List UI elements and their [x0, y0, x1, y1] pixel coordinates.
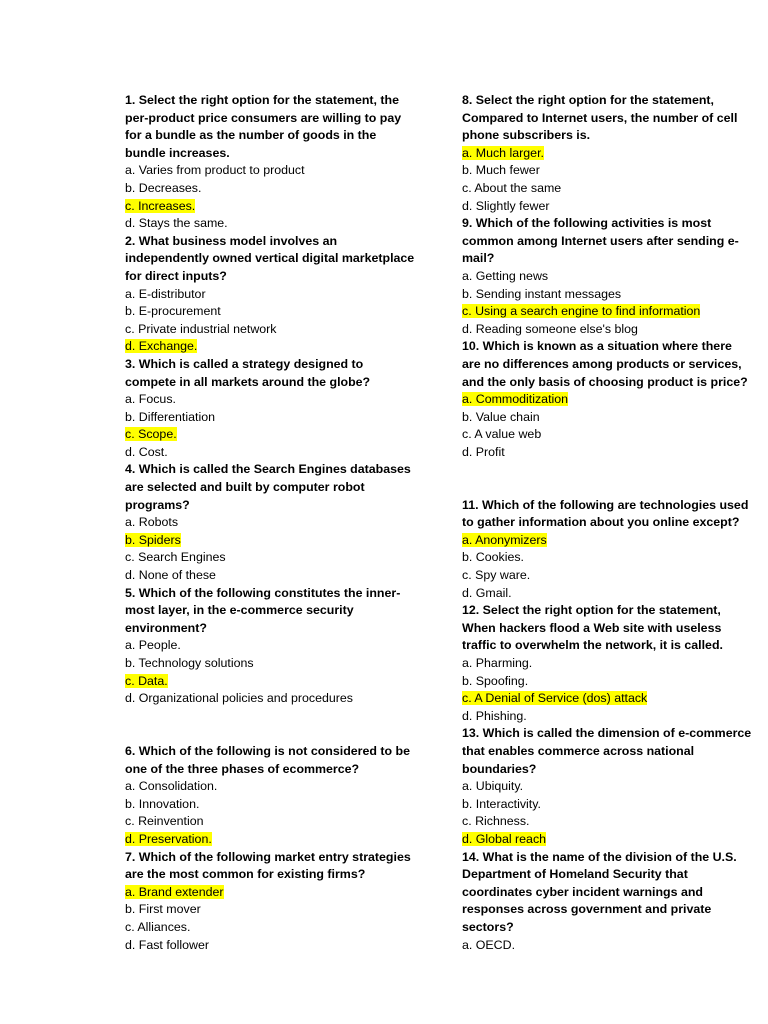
answer-option	[462, 286, 752, 304]
answer-option-label: c. Private industrial network	[125, 321, 277, 336]
answer-option-label: b. Innovation.	[125, 796, 200, 811]
left-column	[125, 92, 415, 954]
answer-option	[125, 778, 415, 796]
answer-option-label: b. Spiders	[125, 532, 181, 547]
answer-option	[462, 409, 752, 427]
answer-option-label: d. Fast follower	[125, 937, 210, 952]
answer-option-label: c. A Denial of Service (dos) attack	[462, 691, 648, 706]
answer-option-correct	[125, 884, 415, 902]
question-block	[462, 338, 752, 496]
answer-option-label: d. None of these	[125, 568, 216, 583]
question-block	[125, 461, 415, 584]
answer-option	[462, 426, 752, 444]
answer-option-label: d. Phishing.	[462, 708, 527, 723]
answer-option-label: b. First mover	[125, 902, 201, 917]
question-block	[462, 725, 752, 848]
answer-option-label: d. Organizational policies and procedures	[125, 691, 353, 706]
answer-option-label: a. Varies from product to product	[125, 163, 305, 178]
answer-option-label: b. Differentiation	[125, 409, 216, 424]
question-text: 4. Which is called the Search Engines databases are selected and built by computer robot programs?	[125, 462, 411, 512]
answer-option-label: a. Robots	[125, 515, 179, 530]
question-text: 11. Which of the following are technologies used to gather information about you online except?	[462, 497, 749, 530]
answer-option	[125, 919, 415, 937]
question-block	[462, 215, 752, 338]
answer-option	[462, 268, 752, 286]
blank-line	[462, 479, 752, 497]
answer-option-label: b. Spoofing.	[462, 673, 529, 688]
answer-option	[125, 549, 415, 567]
answer-option	[125, 655, 415, 673]
answer-option	[462, 585, 752, 603]
answer-option-label: b. Value chain	[462, 409, 540, 424]
answer-option-label: c. About the same	[462, 180, 562, 195]
blank-line	[125, 725, 415, 743]
answer-option	[125, 286, 415, 304]
question-text: 2. What business model involves an independently owned vertical digital marketplace for direct inputs?	[125, 233, 415, 283]
answer-option-label: b. Technology solutions	[125, 656, 254, 670]
answer-option	[462, 321, 752, 339]
answer-option-label: a. Consolidation.	[125, 779, 218, 794]
answer-option	[462, 655, 752, 673]
question-block	[462, 92, 752, 215]
answer-option	[125, 162, 415, 180]
answer-option-correct	[462, 690, 752, 708]
answer-option-label: a. People.	[125, 638, 181, 653]
answer-option-label: b. Sending instant messages	[462, 286, 622, 301]
answer-option-label: d. Stays the same.	[125, 216, 228, 231]
question-block	[125, 585, 415, 743]
question-block	[125, 233, 415, 356]
answer-option-correct	[462, 831, 752, 849]
answer-option	[462, 813, 752, 831]
answer-option-correct	[462, 145, 752, 163]
answer-option	[462, 778, 752, 796]
answer-option-correct	[125, 426, 415, 444]
question-text: 14. What is the name of the division of the U.S. Department of Homeland Security that coordinates cyber incident warnings and responses across government and private sectors?	[462, 849, 737, 934]
answer-option-label: d. Cost.	[125, 444, 168, 459]
answer-option-label: c. A value web	[462, 427, 542, 442]
answer-option-label: b. Cookies.	[462, 550, 524, 565]
answer-option	[462, 549, 752, 567]
answer-option	[462, 180, 752, 198]
answer-option	[462, 567, 752, 585]
answer-option	[125, 813, 415, 831]
answer-option	[462, 162, 752, 180]
question-block	[125, 92, 415, 233]
answer-option-correct	[125, 338, 415, 356]
answer-option-label: a. Focus.	[125, 392, 176, 407]
answer-option-label: d. Slightly fewer	[462, 198, 550, 213]
question-block	[462, 602, 752, 725]
answer-option	[125, 444, 415, 462]
question-text: 13. Which is called the dimension of e-commerce that enables commerce across national boundaries?	[462, 726, 752, 776]
answer-option-label: c. Alliances.	[125, 919, 191, 934]
answer-option-correct	[125, 673, 415, 691]
answer-option-label: d. Preservation.	[125, 831, 212, 846]
answer-option-correct	[462, 391, 752, 409]
answer-option-label: c. Scope.	[125, 427, 177, 442]
answer-option-label: d. Profit	[462, 444, 505, 459]
answer-option-label: a. Commoditization	[462, 392, 569, 407]
answer-option-label: c. Richness.	[462, 814, 530, 829]
answer-option-correct	[125, 532, 415, 550]
answer-option-label: d. Reading someone else's blog	[462, 321, 638, 336]
blank-line	[462, 461, 752, 479]
answer-option-label: c. Increases.	[125, 198, 196, 213]
answer-option	[125, 514, 415, 532]
answer-option-label: a. Brand extender	[125, 884, 224, 899]
answer-option	[125, 303, 415, 321]
question-text: 6. Which of the following is not considered to be one of the three phases of ecommerce?	[125, 743, 410, 776]
answer-option-label: b. Much fewer	[462, 163, 540, 178]
answer-option-label: c. Reinvention	[125, 814, 204, 829]
answer-option-label: b. Decreases.	[125, 180, 202, 195]
question-text: 3. Which is called a strategy designed to compete in all markets around the globe?	[125, 356, 371, 389]
answer-option	[462, 708, 752, 726]
answer-option	[125, 637, 415, 655]
answer-option-label: c. Using a search engine to find information	[462, 304, 701, 319]
question-text: 9. Which of the following activities is most common among Internet users after sending e-mail?	[462, 216, 739, 266]
answer-option-label: a. E-distributor	[125, 286, 206, 301]
answer-option-label: c. Spy ware.	[462, 568, 531, 583]
question-block	[125, 743, 415, 849]
answer-option	[462, 444, 752, 462]
right-column	[462, 92, 752, 954]
answer-option	[125, 180, 415, 198]
answer-option-label: d. Exchange.	[125, 339, 198, 354]
question-text: 10. Which is known as a situation where there are no differences among products or services, and the only basis of choosing product is price?	[462, 339, 748, 389]
question-text: 5. Which of the following constitutes the inner-most layer, in the e-commerce security environment?	[125, 585, 401, 635]
answer-option-label: b. Interactivity.	[462, 796, 541, 811]
answer-option-label: a. OECD.	[462, 937, 516, 952]
answer-option	[462, 198, 752, 216]
answer-option-label: a. Much larger.	[462, 145, 544, 160]
answer-option	[125, 567, 415, 585]
answer-option	[125, 321, 415, 339]
answer-option-label: b. E-procurement	[125, 304, 221, 319]
answer-option	[125, 901, 415, 919]
question-block	[125, 356, 415, 462]
answer-option	[462, 937, 752, 955]
answer-option-label: c. Search Engines	[125, 550, 226, 565]
answer-option-label: d. Gmail.	[462, 585, 512, 600]
answer-option	[125, 937, 415, 955]
answer-option	[462, 673, 752, 691]
question-text: 8. Select the right option for the statement, Compared to Internet users, the number of cell phone subscribers is.	[462, 93, 738, 143]
answer-option	[125, 409, 415, 427]
answer-option-label: a. Anonymizers	[462, 532, 547, 547]
question-block	[462, 497, 752, 603]
answer-option	[462, 796, 752, 814]
question-block	[125, 849, 415, 955]
answer-option	[125, 690, 415, 708]
answer-option-label: c. Data.	[125, 673, 168, 688]
answer-option	[125, 215, 415, 233]
answer-option-label: a. Getting news	[462, 268, 549, 283]
answer-option-label: d. Global reach	[462, 831, 547, 846]
question-block	[462, 849, 752, 955]
answer-option	[125, 391, 415, 409]
answer-option-correct	[125, 198, 415, 216]
answer-option-correct	[462, 532, 752, 550]
question-text: 1. Select the right option for the statement, the per-product price consumers are willing to pay for a bundle as the number of goods in the bundle increases.	[125, 93, 402, 160]
answer-option-label: a. Pharming.	[462, 656, 533, 670]
question-text: 7. Which of the following market entry strategies are the most common for existing firms?	[125, 849, 411, 882]
answer-option-correct	[125, 831, 415, 849]
answer-option	[125, 796, 415, 814]
blank-line	[125, 708, 415, 726]
question-text: 12. Select the right option for the statement, When hackers flood a Web site with useless traffic to overwhelm the network, it is called.	[462, 603, 723, 653]
answer-option-correct	[462, 303, 752, 321]
answer-option-label: a. Ubiquity.	[462, 779, 524, 794]
